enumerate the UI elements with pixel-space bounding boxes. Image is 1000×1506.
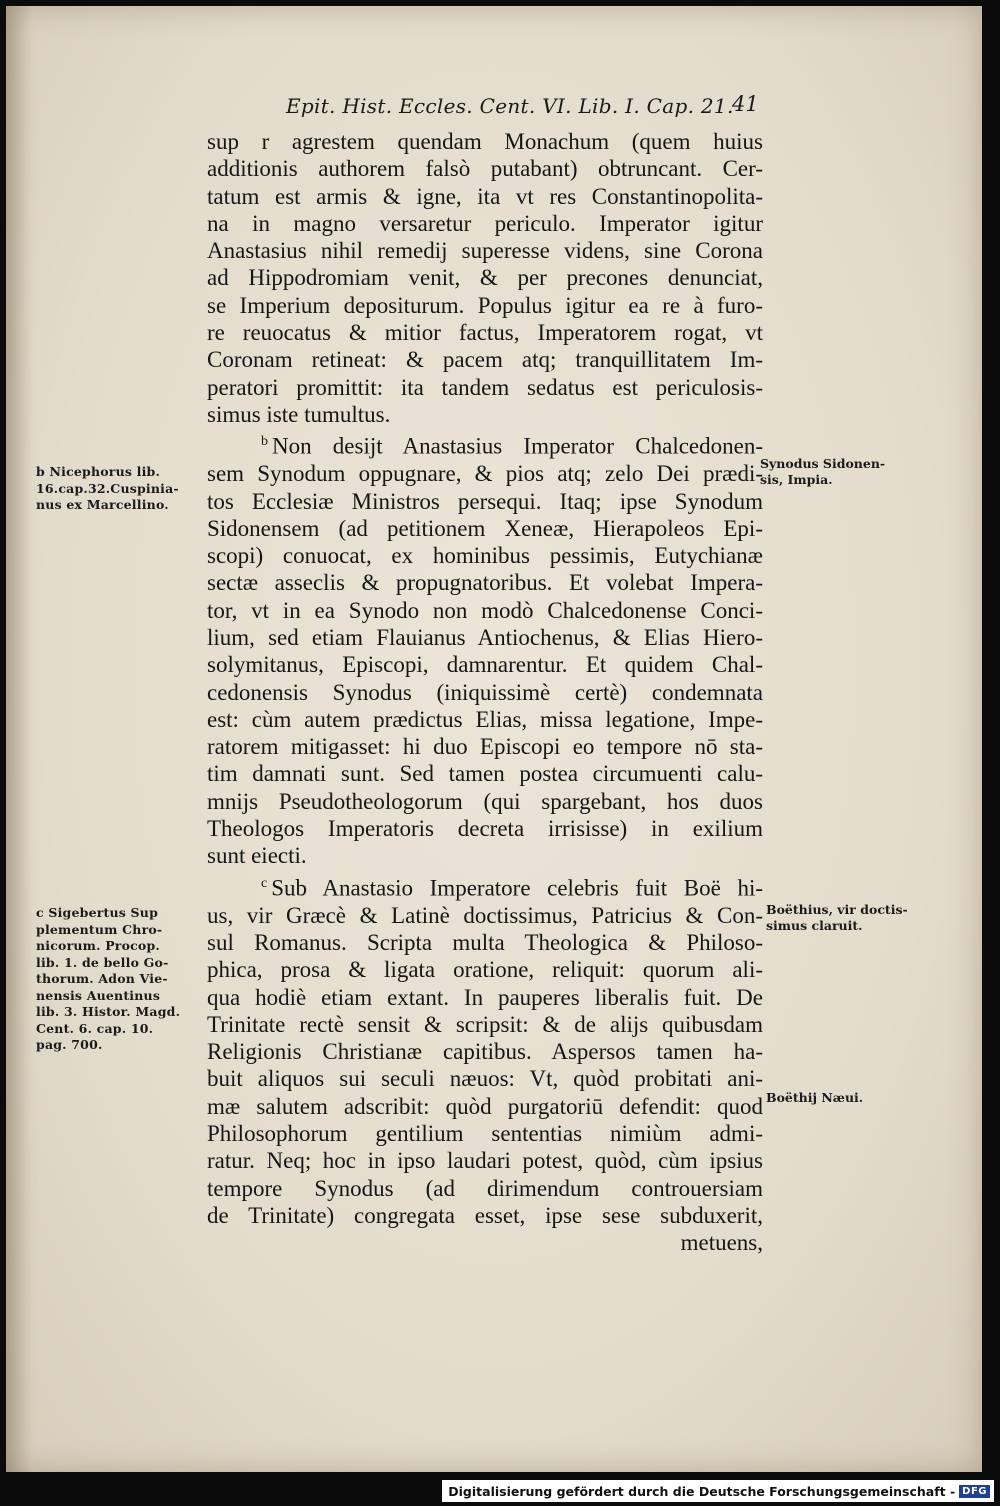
text-line: cedonensis Synodus (iniquissimè certè) condemnata (207, 679, 763, 705)
margin-note-b (36, 464, 179, 514)
note-line: lib. 1. de bello Go- (36, 954, 169, 970)
text-line: sem Synodum oppugnare, & pios atq; zelo Dei prædi- (207, 461, 763, 487)
text-line: re reuocatus & mitior factus, Imperatorem rogat, vt (207, 320, 763, 346)
side-note-line: Synodus Sidonen- (760, 456, 886, 471)
text-line: Religionis Christianæ capitibus. Aspersos tamen ha- (207, 1039, 763, 1065)
book-page (6, 6, 982, 1472)
text-line: Sidonensem (ad petitionem Xeneæ, Hierapoleos Epi- (207, 515, 763, 541)
side-note-naeui (766, 1090, 863, 1106)
credit-text: Digitalisierung gefördert durch die Deutsche Forschungsgemeinschaft - (448, 1483, 956, 1499)
text-line: Anastasius nihil remedij superesse videns, sine Corona (207, 238, 763, 264)
text-line: tatum est armis & igne, ita vt res Constantinopolita- (207, 183, 763, 209)
paragraph-start-line (207, 870, 763, 902)
note-line: nensis Auentinus (36, 987, 161, 1003)
text-line: tim damnati sunt. Sed tamen postea circumuenti calu- (207, 761, 763, 787)
note-line: nicorum. Procop. (36, 938, 160, 953)
text-line: sul Romanus. Scripta multa Theologica & Philoso- (207, 929, 763, 955)
text-line: phica, prosa & ligata oratione, reliquit: quorum ali- (207, 957, 763, 983)
text-line: simus iste tumultus. (207, 401, 391, 427)
text-line: solymitanus, Episcopi, damnarentur. Et quidem Chal- (207, 652, 763, 678)
text-line: Sub Anastasio Imperatore celebris fuit Boë hi- (271, 875, 763, 901)
text-line: Trinitate rectè sensit & scripsit: & de alijs quibusdam (207, 1011, 763, 1037)
note-line: lib. 3. Histor. Magd. (36, 1004, 181, 1019)
text-line: mnijs Pseudotheologorum (qui spargebant, hos duos (207, 788, 763, 814)
text-line: qua hodiè etiam extant. In pauperes liberalis fuit. De (207, 984, 763, 1010)
text-line: ad Hippodromiam venit, & per precones denunciat, (207, 265, 763, 291)
margin-note-c (36, 905, 180, 1054)
note-line: c Sigebertus Sup (36, 905, 159, 920)
text-line: ratorem mitigasset: hi duo Episcopi eo tempore nō sta- (207, 734, 763, 760)
text-line: sectæ asseclis & propugnatoribus. Et volebat Impera- (207, 570, 763, 596)
side-note-line: simus claruit. (766, 918, 863, 933)
side-note-synodus (760, 456, 885, 488)
note-line: nus ex Marcellino. (36, 497, 169, 512)
note-line: b Nicephorus lib. (36, 464, 161, 479)
catchword: metuens, (680, 1230, 763, 1256)
digitization-credit (442, 1480, 994, 1502)
text-line: se Imperium depositurum. Populus igitur ea re à furo- (207, 292, 763, 318)
side-note-line: sis, Impia. (760, 472, 833, 487)
text-line: peratori promittit: ita tandem sedatus est periculosis- (207, 374, 763, 400)
side-note-boethius (766, 902, 908, 934)
text-line: de Trinitate) congregata esset, ipse sese subduxerit, (207, 1202, 763, 1228)
note-line: plementum Chro- (36, 921, 163, 937)
text-line: additionis authorem falsò putabant) obtruncant. Cer- (207, 156, 763, 182)
text-line: tos Ecclesiæ Ministros persequi. Itaq; ipse Synodum (207, 488, 763, 514)
text-line: lium, sed etiam Flauianus Antiochenus, & Elias Hiero- (207, 625, 763, 650)
text-line: buit aliquos sui seculi næuos: Vt, quòd probitati ani- (207, 1066, 763, 1092)
paragraph-start-line (207, 428, 763, 460)
text-line: sunt eiecti. (207, 843, 307, 869)
side-note-line: Boëthij Næui. (766, 1090, 864, 1105)
text-line: ratur. Neq; hoc in ipso laudari potest, quòd, cùm ipsius (207, 1148, 763, 1174)
side-note-line: Boëthius, vir doctis- (766, 902, 908, 917)
main-text-column (207, 128, 763, 1256)
note-line: Cent. 6. cap. 10. (36, 1020, 154, 1036)
text-line: na in magno versaretur periculo. Imperator igitur (207, 210, 763, 236)
text-line: est: cùm autem prædictus Elias, missa legatione, Impe- (207, 706, 763, 732)
running-header: Epit. Hist. Eccles. Cent. VI. Lib. I. Cap. 21. (286, 94, 734, 118)
text-line: us, vir Græcè & Latinè doctissimus, Patricius & Con- (207, 902, 763, 928)
text-line: Non desijt Anastasius Imperator Chalcedonen- (272, 433, 763, 459)
text-line: Theologos Imperatoris decreta irrisisse) in exilium (207, 816, 763, 842)
dfg-logo: DFG (959, 1485, 990, 1498)
text-line: sup r agrestem quendam Monachum (quem huius (207, 129, 763, 154)
text-line: Philosophorum gentilium sententias nimiùm admi- (207, 1121, 763, 1146)
text-line: tor, vt in ea Synodo non modò Chalcedonense Conci- (207, 597, 763, 623)
footnote-marker-b: b (261, 434, 268, 450)
text-line: Coronam retineat: & pacem atq; tranquillitatem Im- (207, 347, 763, 373)
text-line: mæ salutem adscribit: quòd purgatoriū defendit: quod (207, 1093, 763, 1119)
text-line: tempore Synodus (ad dirimendum controuersiam (207, 1175, 763, 1201)
page-number: 41 (732, 92, 759, 116)
note-line: thorum. Adon Vie- (36, 971, 168, 986)
note-line: pag. 700. (36, 1037, 103, 1052)
note-line: 16.cap.32.Cuspinia- (36, 480, 179, 496)
text-line: scopi) conuocat, ex hominibus pessimis, Eutychianæ (207, 543, 763, 569)
footnote-marker-c: c (261, 875, 268, 891)
